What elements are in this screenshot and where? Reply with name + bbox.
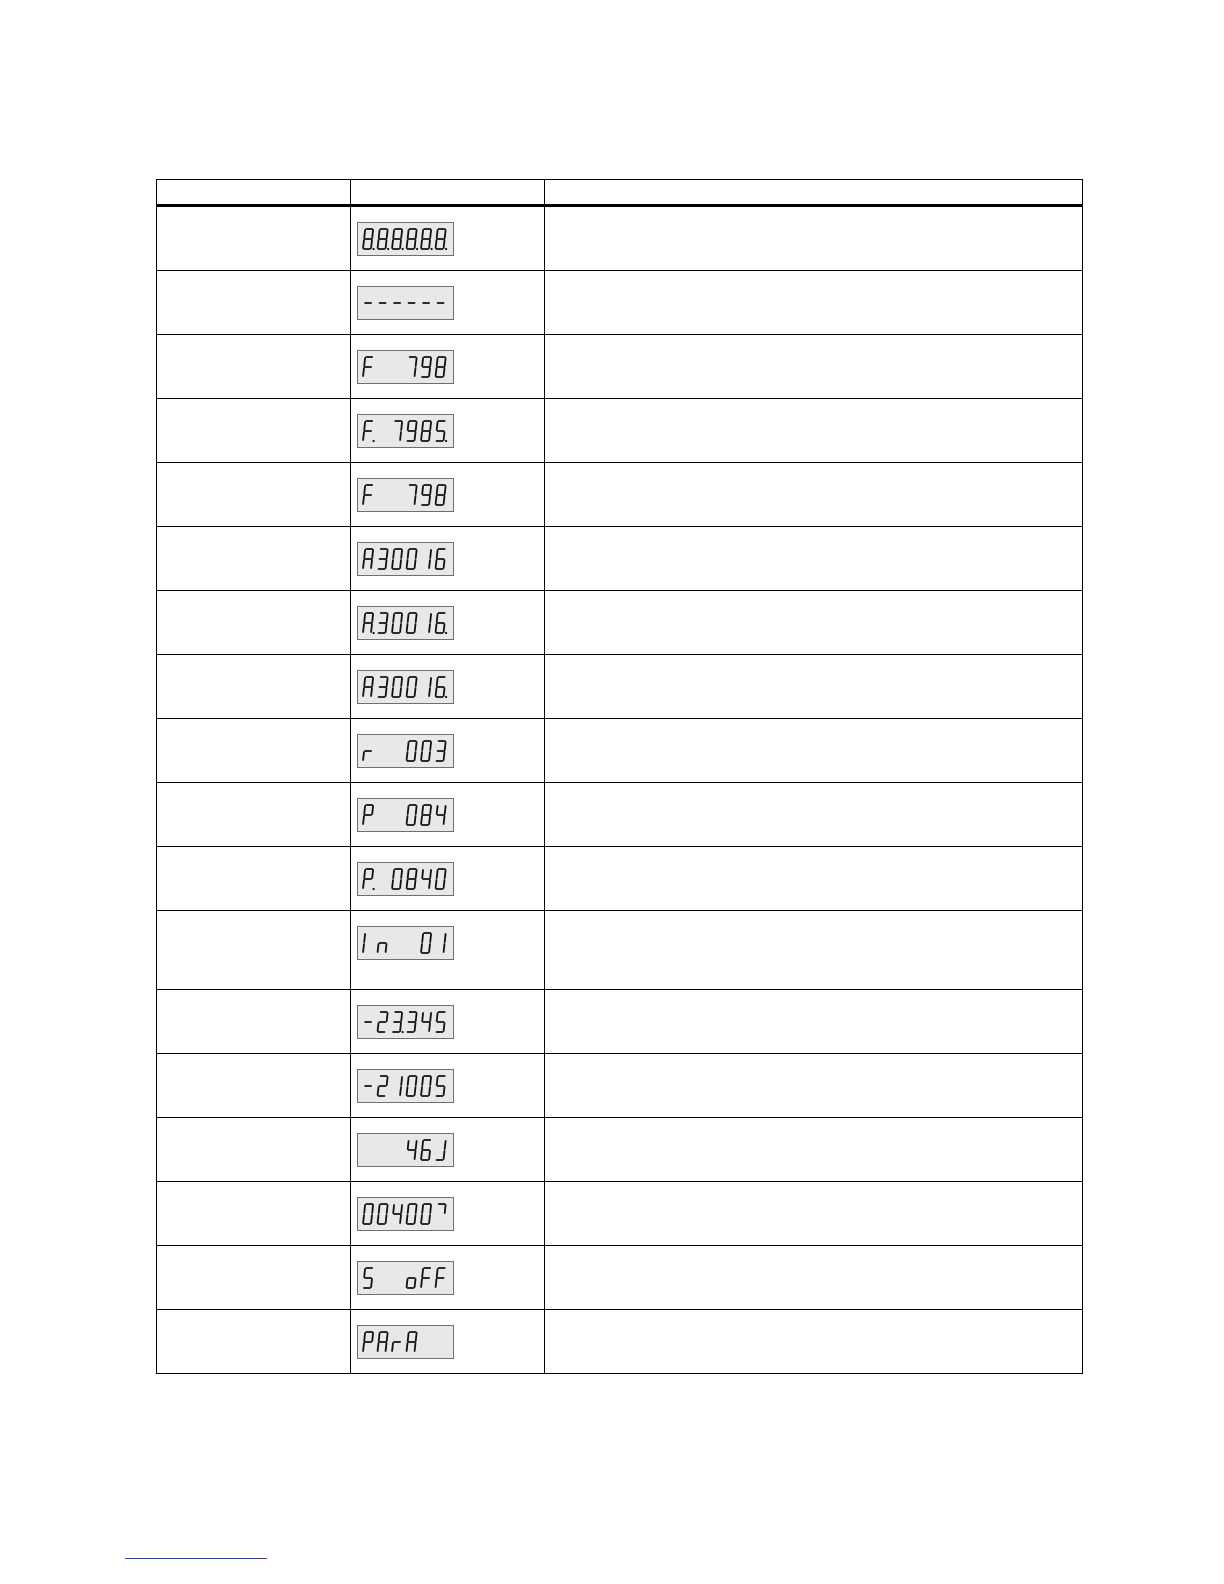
display-cell	[351, 990, 545, 1054]
description-cell	[545, 911, 1083, 990]
table-row	[157, 1182, 1083, 1246]
description-cell	[545, 1310, 1083, 1374]
parameter-cell	[157, 655, 351, 719]
description-cell	[545, 463, 1083, 527]
table-row	[157, 527, 1083, 591]
parameter-cell	[157, 1182, 351, 1246]
header-cell-3	[545, 180, 1083, 206]
seven-segment-display	[357, 478, 454, 512]
table-row	[157, 990, 1083, 1054]
seven-segment-display	[357, 1325, 454, 1359]
description-cell	[545, 719, 1083, 783]
description-cell	[545, 783, 1083, 847]
seven-segment-display	[357, 286, 454, 320]
table-row	[157, 1310, 1083, 1374]
display-cell	[351, 1246, 545, 1310]
description-cell	[545, 591, 1083, 655]
table-header	[157, 180, 1083, 206]
seven-segment-display	[357, 1261, 454, 1295]
seven-segment-display	[357, 862, 454, 896]
table-row	[157, 847, 1083, 911]
parameter-cell	[157, 206, 351, 271]
display-cell	[351, 1054, 545, 1118]
display-cell	[351, 399, 545, 463]
description-cell	[545, 990, 1083, 1054]
description-cell	[545, 527, 1083, 591]
parameter-cell	[157, 719, 351, 783]
display-cell	[351, 271, 545, 335]
table-row	[157, 206, 1083, 271]
parameter-cell	[157, 911, 351, 990]
seven-segment-display	[357, 926, 454, 960]
parameter-cell	[157, 527, 351, 591]
seven-segment-display	[357, 606, 454, 640]
header-cell-1	[157, 180, 351, 206]
description-cell	[545, 1118, 1083, 1182]
parameter-cell	[157, 990, 351, 1054]
table-header-row	[157, 180, 1083, 206]
table-row	[157, 911, 1083, 990]
seven-segment-display	[357, 350, 454, 384]
display-cell	[351, 911, 545, 990]
display-cell	[351, 1310, 545, 1374]
description-cell	[545, 1054, 1083, 1118]
header-cell-2	[351, 180, 545, 206]
display-cell	[351, 783, 545, 847]
display-cell	[351, 847, 545, 911]
table-row	[157, 463, 1083, 527]
description-cell	[545, 1246, 1083, 1310]
description-cell	[545, 335, 1083, 399]
display-cell	[351, 527, 545, 591]
parameter-cell	[157, 1310, 351, 1374]
display-cell	[351, 335, 545, 399]
display-cell	[351, 463, 545, 527]
footnote-separator	[125, 1558, 267, 1559]
table-row	[157, 719, 1083, 783]
table-row	[157, 399, 1083, 463]
description-cell	[545, 271, 1083, 335]
seven-segment-display	[357, 542, 454, 576]
description-cell	[545, 655, 1083, 719]
table-row	[157, 591, 1083, 655]
seven-segment-display	[357, 414, 454, 448]
table-row	[157, 655, 1083, 719]
table-body	[157, 206, 1083, 1374]
description-cell	[545, 399, 1083, 463]
parameter-cell	[157, 1118, 351, 1182]
parameter-cell	[157, 335, 351, 399]
table-row	[157, 1054, 1083, 1118]
description-cell	[545, 206, 1083, 271]
display-cell	[351, 591, 545, 655]
seven-segment-display	[357, 1069, 454, 1103]
parameter-cell	[157, 1246, 351, 1310]
description-cell	[545, 1182, 1083, 1246]
display-symbol-table	[156, 179, 1083, 1374]
display-cell	[351, 719, 545, 783]
table-row	[157, 271, 1083, 335]
seven-segment-display	[357, 798, 454, 832]
display-cell	[351, 655, 545, 719]
display-cell	[351, 206, 545, 271]
seven-segment-display	[357, 734, 454, 768]
table-row	[157, 335, 1083, 399]
table-row	[157, 1118, 1083, 1182]
display-cell	[351, 1182, 545, 1246]
table-row	[157, 783, 1083, 847]
seven-segment-display	[357, 1005, 454, 1039]
parameter-cell	[157, 847, 351, 911]
seven-segment-display	[357, 1133, 454, 1167]
parameter-cell	[157, 1054, 351, 1118]
description-cell	[545, 847, 1083, 911]
parameter-cell	[157, 783, 351, 847]
parameter-cell	[157, 463, 351, 527]
table-row	[157, 1246, 1083, 1310]
parameter-cell	[157, 591, 351, 655]
parameter-cell	[157, 271, 351, 335]
display-cell	[351, 1118, 545, 1182]
seven-segment-display	[357, 670, 454, 704]
seven-segment-display	[357, 1197, 454, 1231]
seven-segment-display	[357, 222, 454, 256]
parameter-cell	[157, 399, 351, 463]
